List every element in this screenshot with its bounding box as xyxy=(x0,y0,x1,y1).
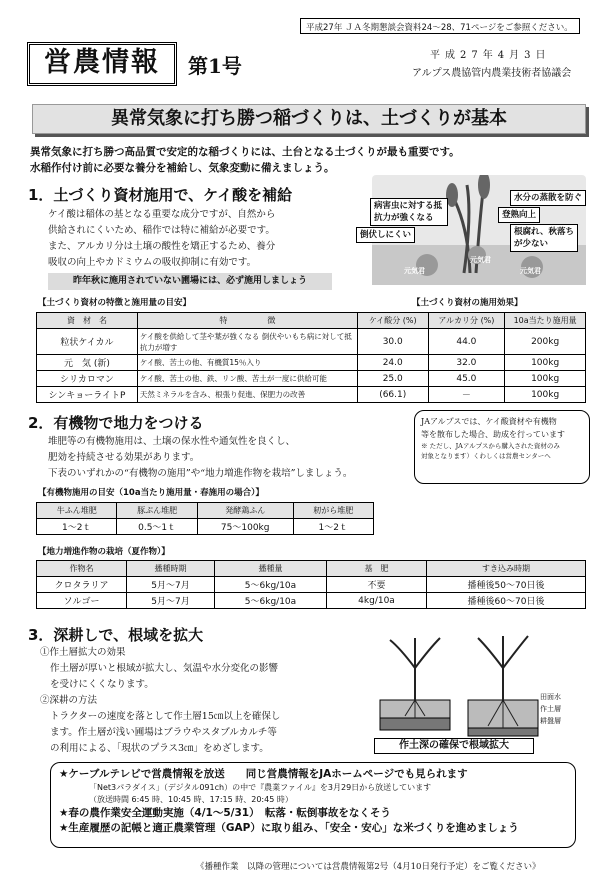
table-cell: 1～2ｔ xyxy=(293,519,373,535)
table-cell: 45.0 xyxy=(428,371,505,387)
table-header: 作物名 xyxy=(37,561,127,577)
table-cell: 元 気 (新) xyxy=(37,355,138,371)
table-cell: クロタラリア xyxy=(37,577,127,593)
table-header: アルカリ分 (%) xyxy=(428,313,505,329)
organic-matter-table xyxy=(36,502,374,535)
table-header: 資 材 名 xyxy=(37,313,138,329)
section3-p5: の利用による、「現状のプラス3㎝」をめざします。 xyxy=(50,743,269,754)
genki-label-1: 元気君 xyxy=(404,267,425,275)
table-cell: シンキョーライトP xyxy=(37,387,138,403)
table-cell: 0.5～1ｔ xyxy=(117,519,197,535)
table-row xyxy=(37,329,586,355)
table-cell: 100kg xyxy=(505,387,586,403)
table-cell: 4kg/10a xyxy=(327,593,427,609)
table-cell: 5～6kg/10a xyxy=(215,593,327,609)
ja-subsidy-note xyxy=(414,410,590,484)
table-cell: 24.0 xyxy=(357,355,428,371)
section1-highlight: 昨年秋に施用されていない圃場には、必ず施用しましょう xyxy=(48,273,332,290)
section1-p2: 供給されにくいため、稲作では特に補給が必要です。 xyxy=(48,225,275,236)
section1-body xyxy=(48,207,368,271)
table-row xyxy=(37,593,586,609)
table-cell: 不要 xyxy=(327,577,427,593)
root-depth-caption: 作土深の確保で根域拡大 xyxy=(374,738,534,754)
section3-heading: 3．深耕しで、根域を拡大 xyxy=(28,626,204,644)
table-cell: (66.1) xyxy=(357,387,428,403)
notice-line-4: ★春の農作業安全運動実施（4/1～5/31） 転落・転倒事故をなくそう xyxy=(59,807,391,819)
table-cell: 44.0 xyxy=(428,329,505,355)
newsletter-logo: 営農情報 xyxy=(27,42,177,86)
section2-heading: 2．有機物で地力をつける xyxy=(28,414,204,432)
issue-number: 第1号 xyxy=(188,54,242,78)
table-header: 発酵鶏ふん xyxy=(197,503,293,519)
table-cell: 200kg xyxy=(505,329,586,355)
table-cell: ソルゴー xyxy=(37,593,127,609)
label-paddy-water: 田面水 xyxy=(540,693,561,701)
table-header: 10a当たり施用量 xyxy=(505,313,586,329)
section1-p1: ケイ酸は稲体の基となる重要な成分ですが、自然から xyxy=(48,209,276,220)
notice-line-3: （放送時間 6:45 時、10:45 時、17:15 時、20:45 時） xyxy=(89,795,293,804)
callout-ripening: 登熟向上 xyxy=(498,207,540,223)
soil-crop-table xyxy=(36,560,586,609)
table-header: すき込み時期 xyxy=(427,561,586,577)
crop-table-caption: 【地力増進作物の栽培（夏作物）】 xyxy=(38,547,170,557)
table-header: 籾がら堆肥 xyxy=(293,503,373,519)
genki-label-2: 元気君 xyxy=(470,256,491,264)
table-header: 特 徴 xyxy=(137,313,357,329)
table-cell: 播種後50～70日後 xyxy=(427,577,586,593)
ja-note-small-2: 対象となります）くわしくは営農センターへ xyxy=(421,452,551,460)
effect-caption: 【土づくり資材の施用効果】 xyxy=(412,298,523,308)
section2-p3: 下表のいずれかの“有機物の施用”や“地力増進作物を栽培”しましょう。 xyxy=(48,468,353,479)
section2-body xyxy=(48,434,418,482)
table-row xyxy=(37,577,586,593)
intro-line-2: 水稲作付け前に必要な養分を補給し、気象変動に備えましょう。 xyxy=(30,162,335,174)
table-cell: 25.0 xyxy=(357,371,428,387)
section2-p1: 堆肥等の有機物施用は、土壌の保水性や通気性を良くし、 xyxy=(48,436,296,447)
table-cell: ケイ酸を供給して茎や葉が強くなる 倒伏やいもち病に対して抵抗力が増す xyxy=(137,329,357,355)
table-header: 播種量 xyxy=(215,561,327,577)
notice-line-5: ★生産履歴の記帳と適正農業管理（GAP）に取り組み、「安全・安心」な米づくりを進めましょう xyxy=(59,822,519,834)
callout-evaporation: 水分の蒸散を防ぐ xyxy=(510,190,586,206)
label-topsoil: 作土層 xyxy=(540,705,561,713)
notice-box xyxy=(50,762,576,848)
intro-text xyxy=(30,144,550,176)
main-headline: 異常気象に打ち勝つ稲づくりは、土づくりが基本 xyxy=(32,104,586,134)
section1-p3: また、アルカリ分は土壌の酸性を矯正するため、養分 xyxy=(48,241,276,252)
notice-line-1: ★ケーブルテレビで営農情報を放送 同じ営農情報をJAホームページでも見られます xyxy=(59,768,468,780)
ja-note-small-1: ※ ただし、JAアルプスから購入された資材のみ xyxy=(421,442,560,450)
table-header: ケイ酸分 (%) xyxy=(357,313,428,329)
table-header-row xyxy=(37,561,586,577)
section1-p4: 吸収の向上やカドミウムの吸収抑制に有効です。 xyxy=(48,257,257,268)
footer-note: 《播種作業 以降の管理については営農情報第2号（4月10日発行予定）をご覧ください》 xyxy=(196,862,541,872)
table-cell: ケイ酸、苦土の他、鉄、リン酸、苦土が一度に供給可能 xyxy=(137,371,357,387)
table-cell: 5月～7月 xyxy=(127,577,215,593)
notice-line-2: 「Net3パラダイス」（デジタル091ch）の中で『農業ファイル』を3月29日から放送しています xyxy=(89,783,432,792)
section3-p1: 作土層が厚いと根域が拡大し、気温や水分変化の影響 xyxy=(50,663,279,674)
table-cell: 100kg xyxy=(505,355,586,371)
table-cell: 播種後60～70日後 xyxy=(427,593,586,609)
table-cell: 1～2ｔ xyxy=(37,519,117,535)
table-cell: 天然ミネラルを含み、根張り促進、保肥力の改善 xyxy=(137,387,357,403)
callout-pest-resistance: 病害虫に対する抵抗力が強くなる xyxy=(370,198,448,226)
section2-p2: 肥効を持続させる効果があります。 xyxy=(48,452,200,463)
material-table xyxy=(36,312,586,403)
section3-p2: を受けにくくなります。 xyxy=(50,679,154,690)
table-cell: 5月～7月 xyxy=(127,593,215,609)
table-header-row xyxy=(37,503,374,519)
section3-p3: トラクターの速度を落として作土層15㎝以上を確保し xyxy=(50,711,281,722)
table-row xyxy=(37,387,586,403)
issue-date: 平成27年4月3日 xyxy=(430,50,551,61)
publisher-org: アルプス農協管内農業技術者協議会 xyxy=(412,68,572,79)
intro-line-1: 異常気象に打ち勝つ高品質で安定的な稲づくりには、土台となる土づくりが最も重要です。 xyxy=(30,146,460,158)
table-header: 基 肥 xyxy=(327,561,427,577)
section3-p4: ます。作土層が浅い圃場はブラウやスタブルカルチ等 xyxy=(50,727,277,738)
table-cell: 100kg xyxy=(505,371,586,387)
section3-sub1: ①作土層拡大の効果 xyxy=(40,647,126,658)
table-cell: ケイ酸、苦土の他、有機質15％入り xyxy=(137,355,357,371)
table-row xyxy=(37,355,586,371)
table-header-row xyxy=(37,313,586,329)
table-cell: 32.0 xyxy=(428,355,505,371)
reference-note: 平成27年 ＪＡ冬期懇談会資料24～28、71ページをご参照ください。 xyxy=(300,18,580,34)
table-cell: 5～6kg/10a xyxy=(215,577,327,593)
section3-sub2: ②深耕の方法 xyxy=(40,695,98,706)
table-header: 播種時期 xyxy=(127,561,215,577)
table-header: 牛ふん堆肥 xyxy=(37,503,117,519)
table-header: 豚ぷん堆肥 xyxy=(117,503,197,519)
callout-lodging: 倒伏しにくい xyxy=(356,227,415,243)
section1-heading: 1．土づくり資材施用で、ケイ酸を補給 xyxy=(28,186,293,204)
ja-note-line-2: 等を散布した場合、助成を行っています xyxy=(421,430,565,439)
table-cell: 30.0 xyxy=(357,329,428,355)
table-cell: － xyxy=(428,387,505,403)
table-cell: 75～100kg xyxy=(197,519,293,535)
section3-body xyxy=(40,645,370,757)
table-cell: シリカロマン xyxy=(37,371,138,387)
table-row xyxy=(37,371,586,387)
genki-label-3: 元気君 xyxy=(520,267,541,275)
table-cell: 粒状ケイカル xyxy=(37,329,138,355)
callout-root-rot: 根腐れ、秋落ちが少ない xyxy=(510,224,578,252)
label-hardpan: 耕盤層 xyxy=(540,717,561,725)
ja-note-line-1: JAアルプスでは、ケイ酸資材や有機物 xyxy=(421,417,557,426)
table-row xyxy=(37,519,374,535)
material-table-caption: 【土づくり資材の特徴と施用量の目安】 xyxy=(38,298,192,308)
organic-table-caption: 【有機物施用の目安（10a当たり施用量・春施用の場合）】 xyxy=(38,488,264,498)
